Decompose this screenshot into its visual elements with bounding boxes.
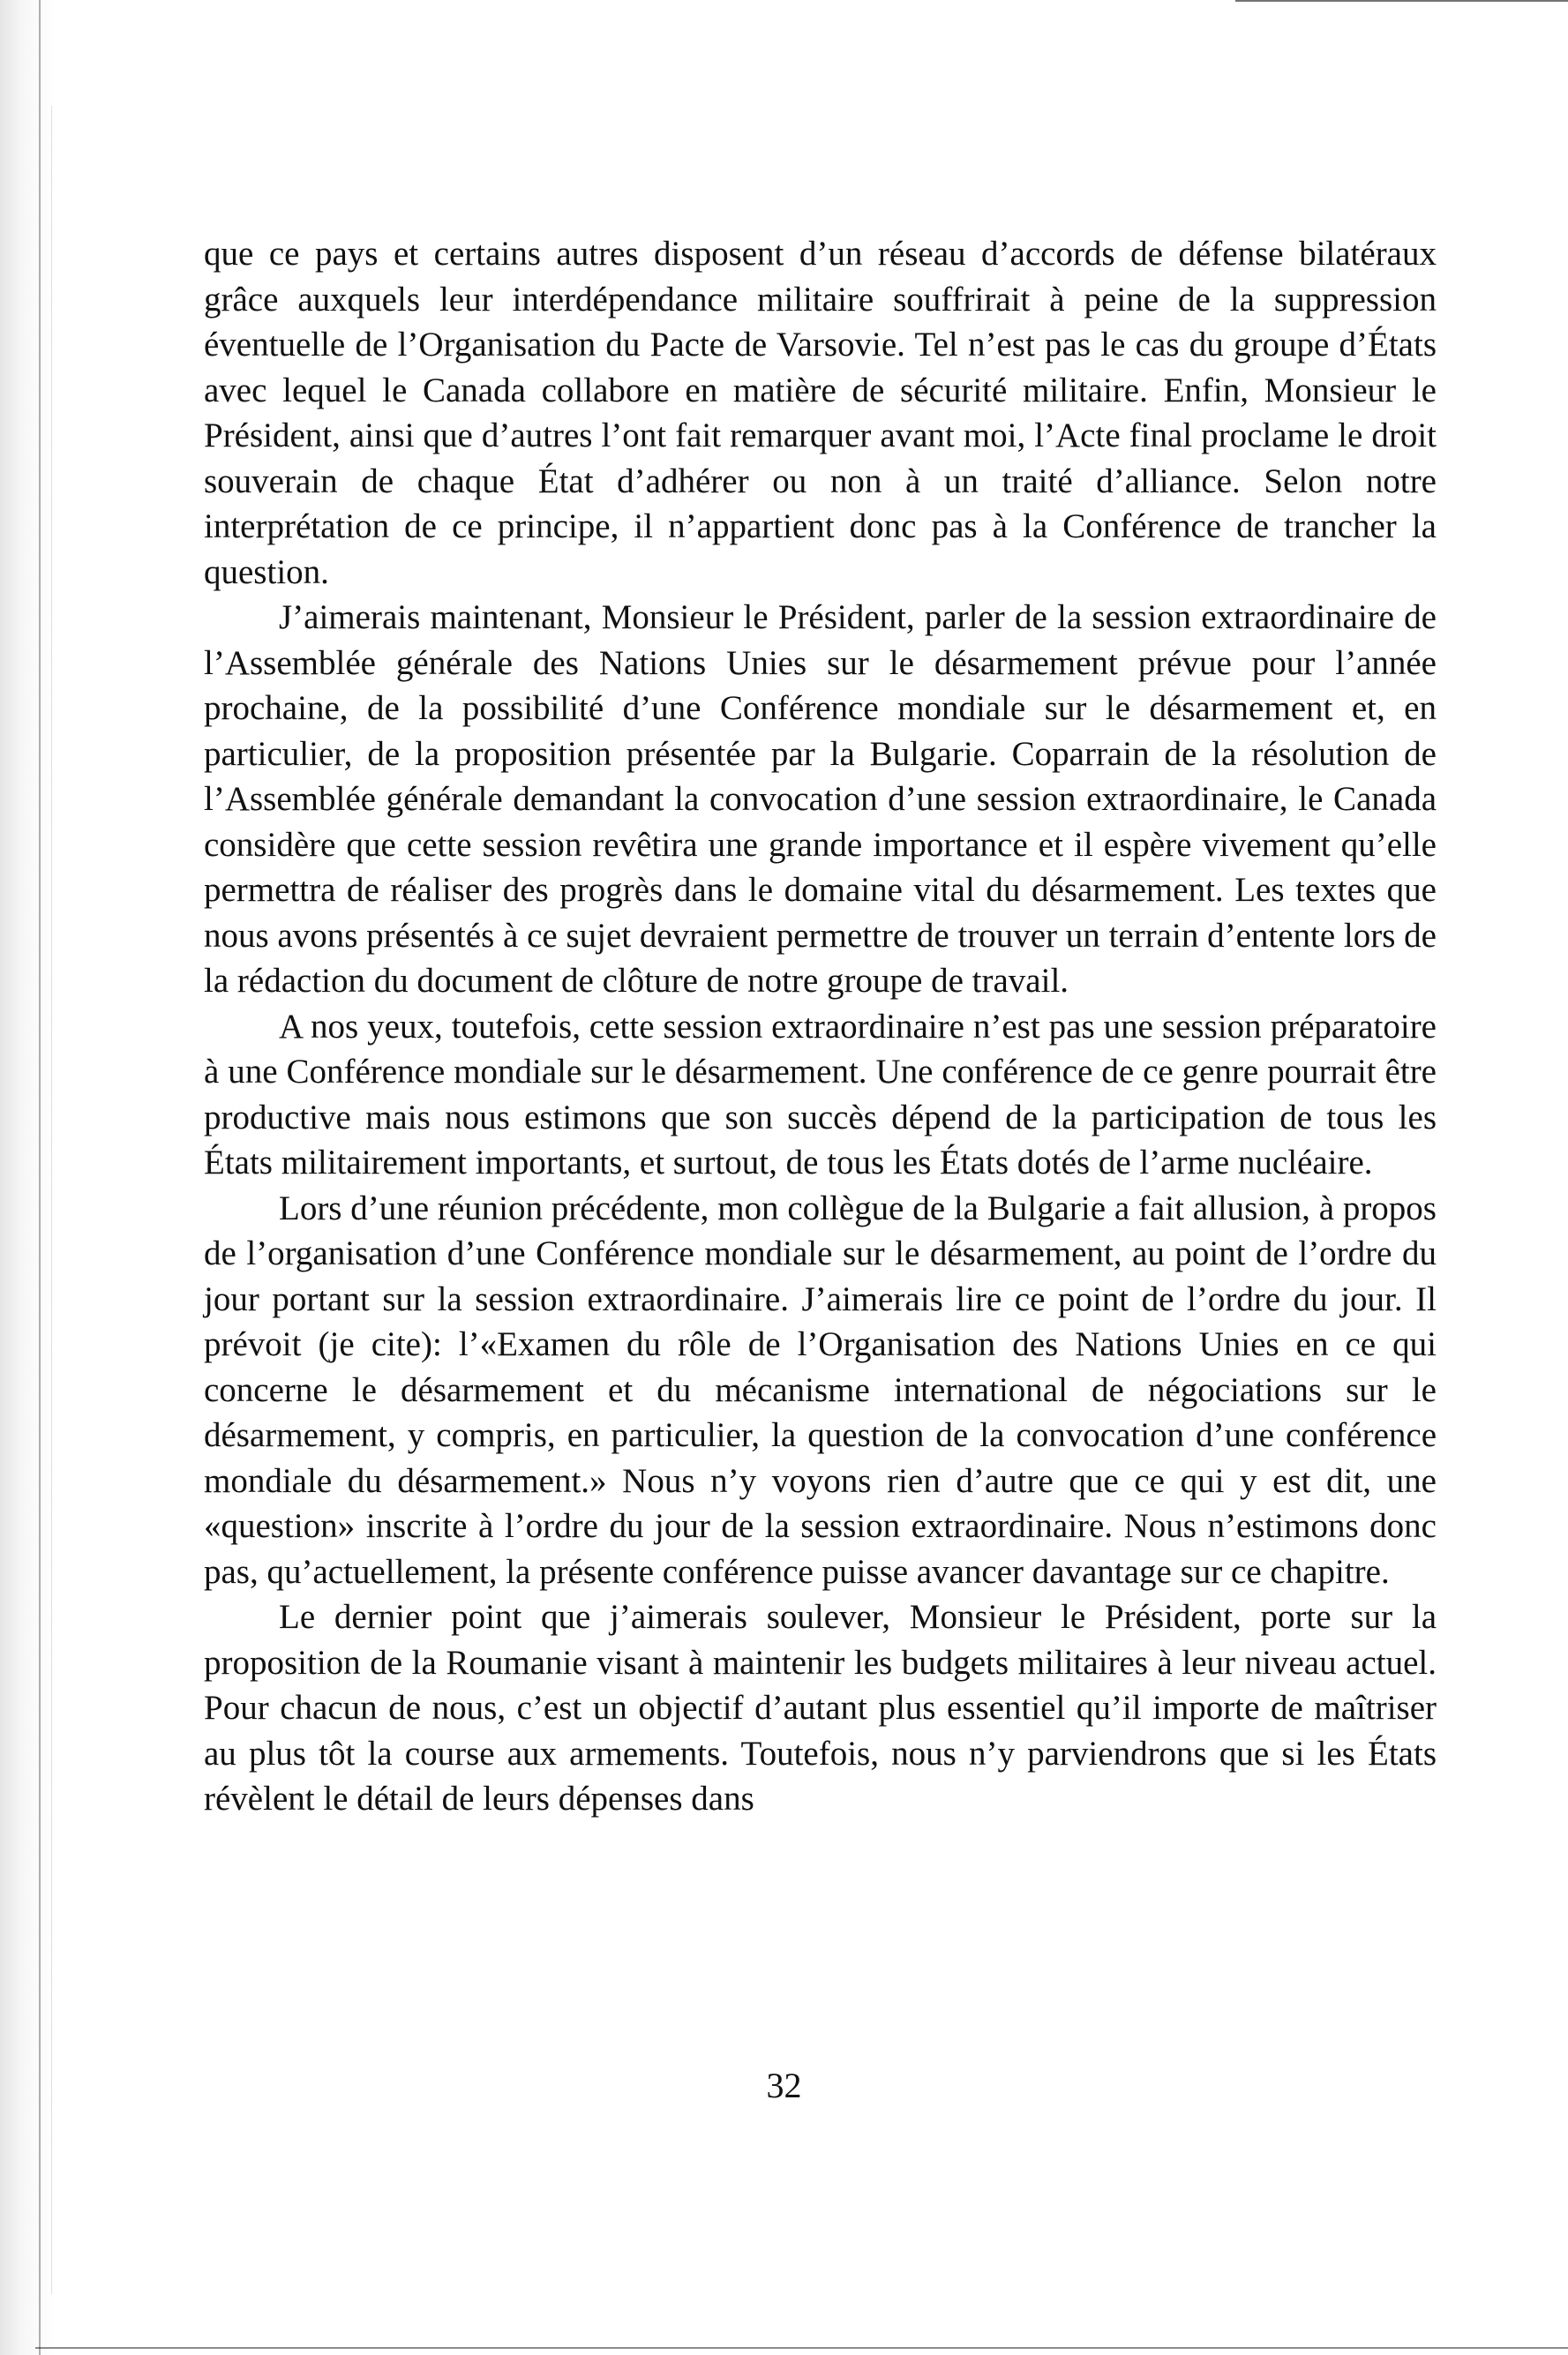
paragraph-3: A nos yeux, toutefois, cette session extraordinaire n’est pas une session préparatoire à une Conférence mondiale sur le désarmement. Une conférence de ce genre pourrait être productive mais nous estimons que son succès dépend de la participation de tous les États militairement importants, et surtout, de tous les États dotés de l’arme nucléaire.	[204, 1007, 1437, 1181]
paragraph-2: J’aimerais maintenant, Monsieur le Président, parler de la session extraordinaire de l’Assemblée générale des Nations Unies sur le désarmement prévue pour l’année prochaine, de la possibilité d’une Conférence mondiale sur le désarmement et, en particulier, de la proposition présentée par la Bulgarie. Coparrain de la résolution de l’Assemblée générale demandant la convocation d’une session extraordinaire, le Canada considère que cette session revêtira une grande importance et il espère vivement qu’elle permettra de réaliser des progrès dans le domaine vital du désarmement. Les textes que nous avons présentés à ce sujet devraient permettre de trouver un terrain d’entente lors de la rédaction du document de clôture de notre groupe de travail.	[204, 598, 1437, 1000]
scan-binding-line-secondary	[51, 106, 52, 2294]
scan-edge-line-top	[1235, 0, 1568, 2]
paragraph-4: Lors d’une réunion précédente, mon collègue de la Bulgarie a fait allusion, à propos de l’organisation d’une Conférence mondiale sur le désarmement, au point de l’ordre du jour portant sur la session extraordinaire. J’aimerais lire ce point de l’ordre du jour. Il prévoit (je cite): l’«Examen du rôle de l’Organisation des Nations Unies en ce qui concerne le désarmement et du mécanisme international de négociations sur le désarmement, y compris, en particulier, la question de la convocation d’une conférence mondiale du désarmement.» Nous n’y voyons rien d’autre que ce qui y est dit, une «question» inscrite à l’ordre du jour de la session extraordinaire. Nous n’estimons donc pas, qu’actuellement, la présente conférence puisse avancer davantage sur ce chapitre.	[204, 1189, 1437, 1591]
page-body	[204, 231, 1437, 1822]
paragraph-1: que ce pays et certains autres disposent d’un réseau d’accords de défense bilatéraux grâce auxquels leur interdépendance militaire souffrirait à peine de la suppression éventuelle de l’Organisation du Pacte de Varsovie. Tel n’est pas le cas du groupe d’États avec lequel le Canada collabore en matière de sécurité militaire. Enfin, Monsieur le Président, ainsi que d’autres l’ont fait remarquer avant moi, l’Acte final proclame le droit souverain de chaque État d’adhérer ou non à un traité d’alliance. Selon notre interprétation de ce principe, il n’appartient donc pas à la Conférence de trancher la question.	[204, 235, 1437, 591]
scan-shadow-left	[0, 0, 56, 2355]
page-number: 32	[766, 2066, 802, 2105]
scan-binding-line	[39, 0, 41, 2355]
paragraph-5: Le dernier point que j’aimerais soulever, Monsieur le Président, porte sur la proposition de la Roumanie visant à maintenir les budgets militaires à leur niveau actuel. Pour chacun de nous, c’est un objectif d’autant plus essentiel qu’il importe de maîtriser au plus tôt la course aux armements. Toutefois, nous n’y parviendrons que si les États révèlent le détail de leurs dépenses dans	[204, 1598, 1437, 1818]
scan-edge-line-bottom	[35, 2347, 1568, 2349]
